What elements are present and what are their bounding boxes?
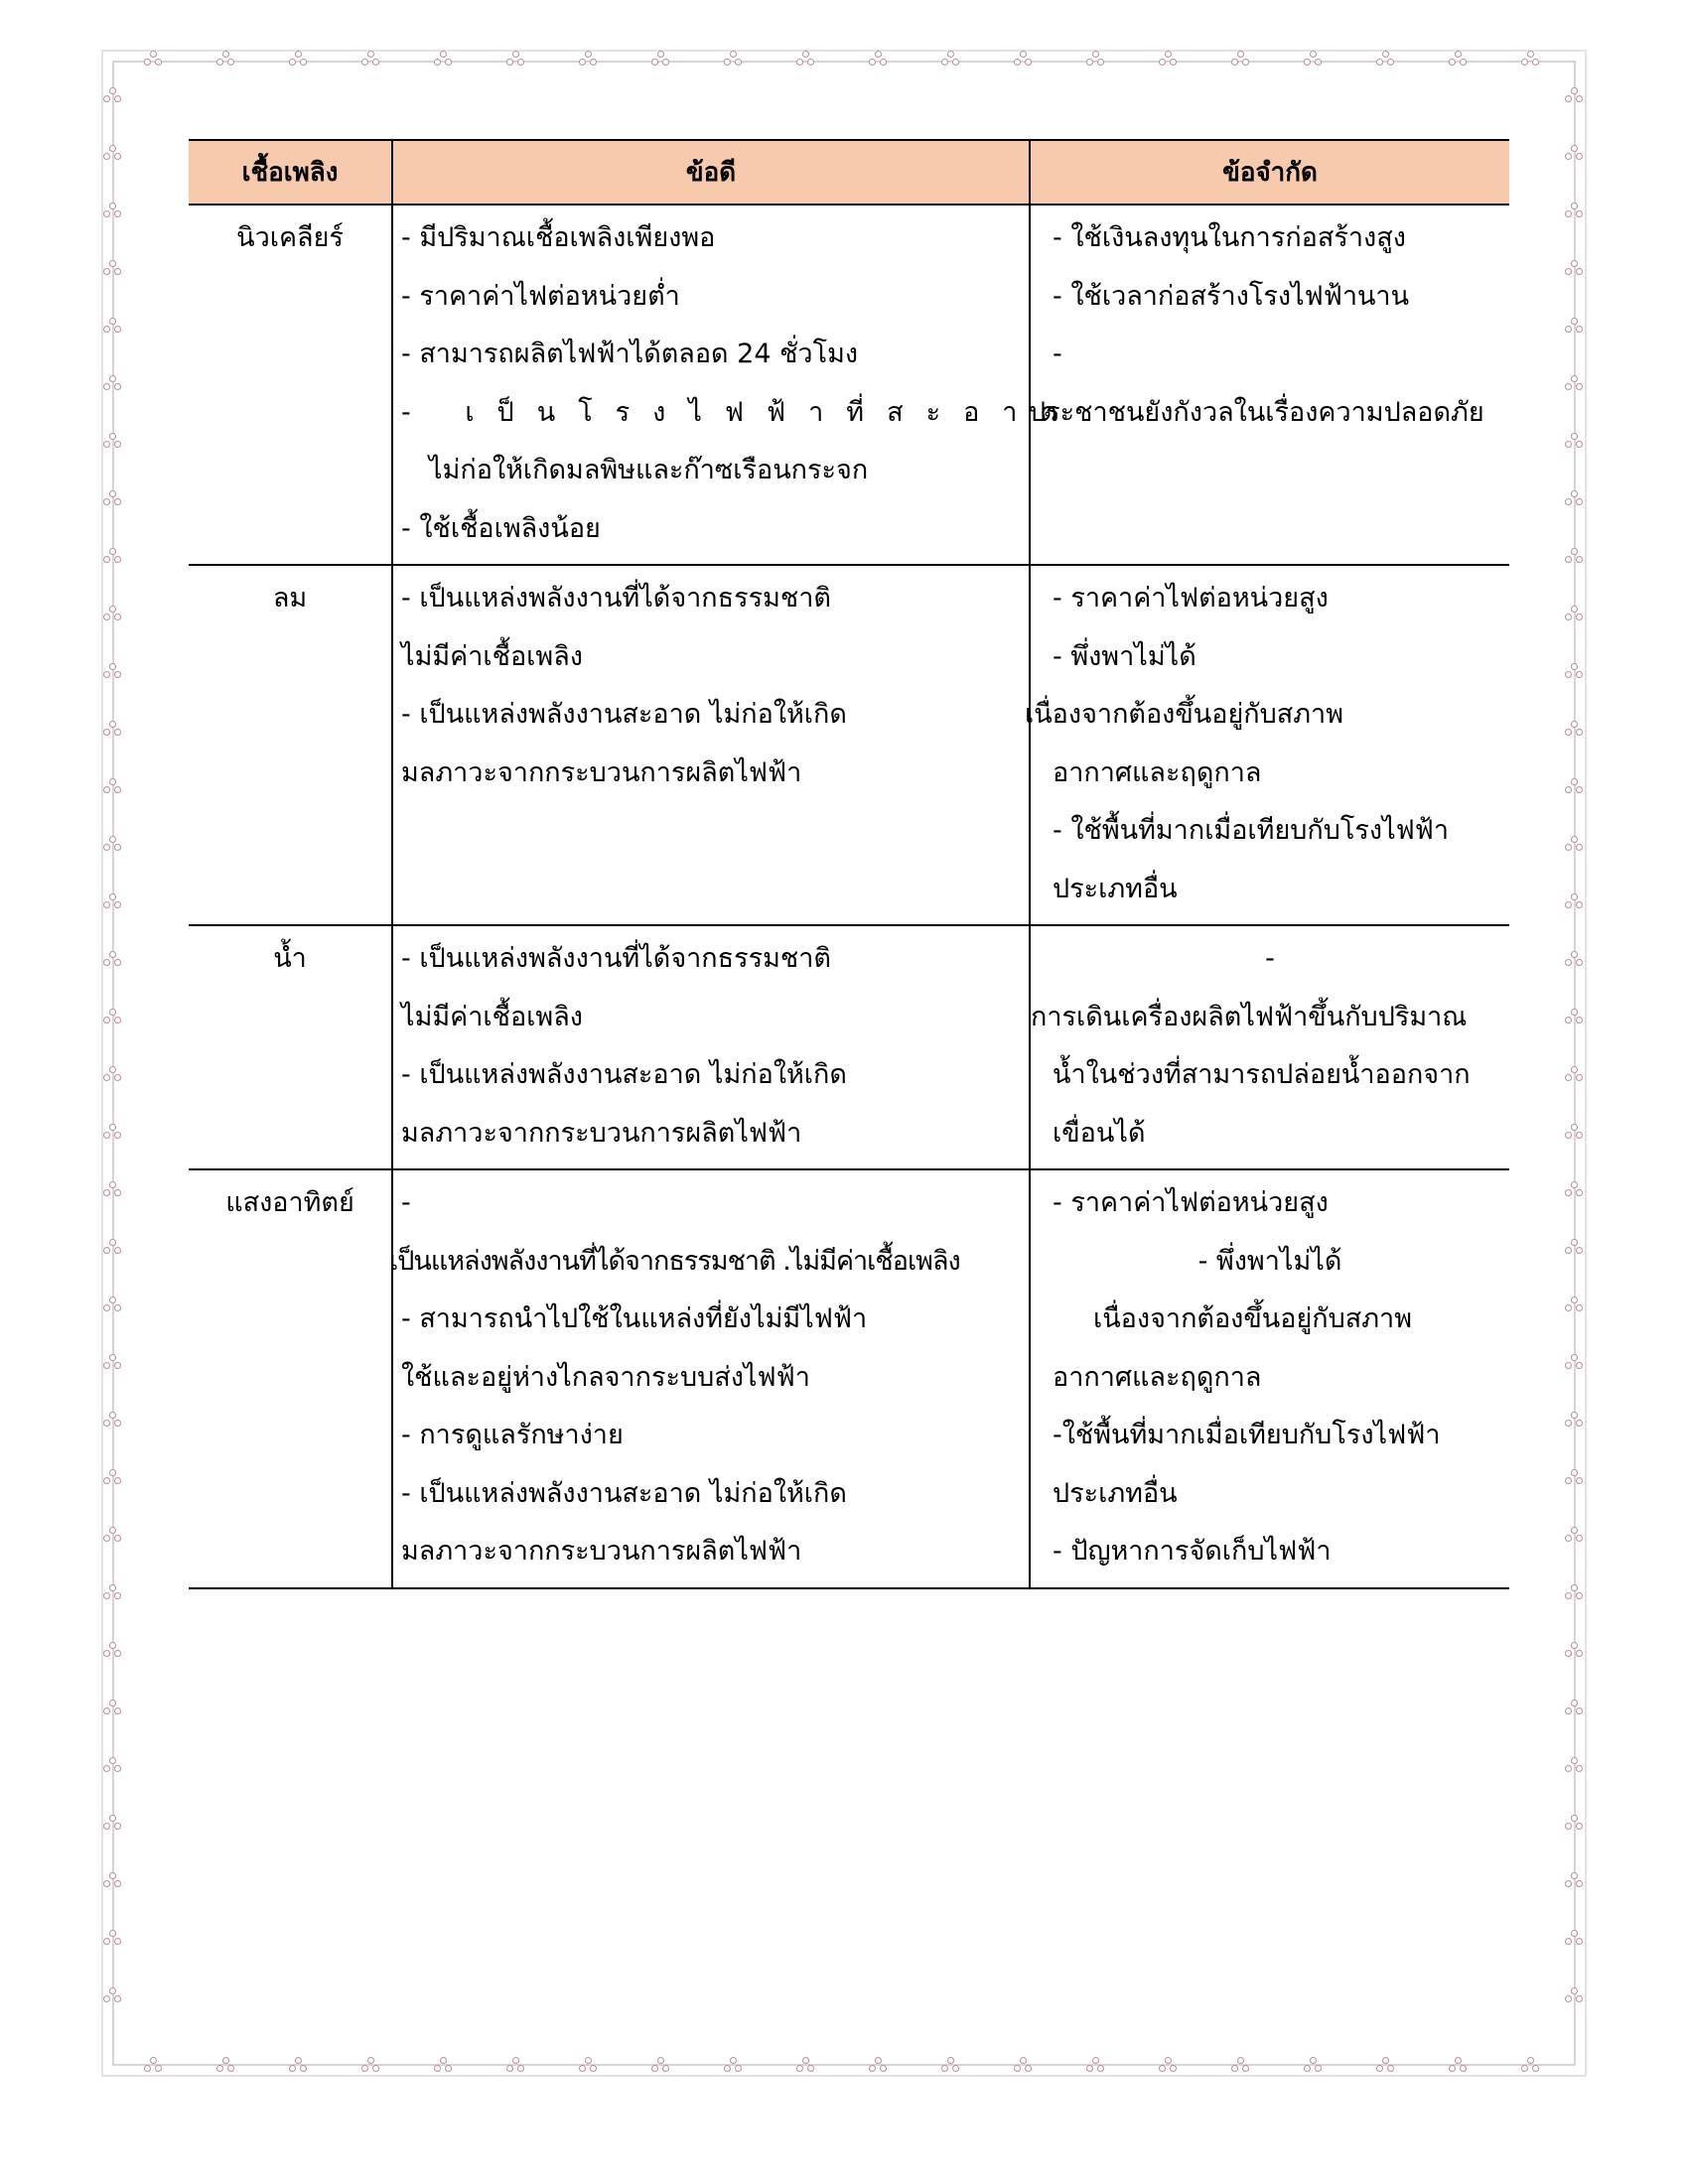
border-flower-icon [1565,1469,1585,1485]
advantage-line: ไม่มีค่าเชื้อเพลิง [401,640,583,672]
border-flower-icon [1565,87,1585,103]
border-flower-icon [103,1527,123,1543]
advantage-line: - เป็นแหล่งพลังงานสะอาด ไม่ก่อให้เกิด [401,1059,847,1090]
border-flower-icon [869,51,889,67]
border-flower-icon [941,2057,961,2073]
border-flower-icon [103,1930,123,1946]
fuel-name: แสงอาทิตย์ [225,1187,354,1218]
border-flower-icon [1565,1354,1585,1370]
border-flower-icon [103,1872,123,1888]
border-flower-icon [579,2057,599,2073]
border-flower-icon [144,51,164,67]
border-flower-icon [1565,548,1585,564]
advantage-line: - มีปริมาณเชื้อเพลิงเพียงพอ [401,222,716,253]
header-limitations: ข้อจำกัด [1030,140,1509,205]
limitation-line: - พึ่งพาไม่ได้ [1053,640,1196,672]
border-flower-icon [1565,1757,1585,1773]
border-flower-icon [724,51,744,67]
border-flower-icon [1086,2057,1106,2073]
energy-comparison-table [189,139,1509,1589]
border-flower-icon [103,1354,123,1370]
limitation-line: - ใช้พื้นที่มากเมื่อเทียบกับโรงไฟฟ้า [1053,815,1450,846]
border-flower-icon [1231,2057,1251,2073]
border-flower-icon [796,2057,816,2073]
limitation-line: - [1053,339,1062,369]
advantage-line: - เป็นแหล่งพลังงานสะอาด ไม่ก่อให้เกิด [401,1477,847,1509]
border-flower-icon [103,1239,123,1255]
border-flower-icon [796,51,816,67]
table-row [189,1169,1509,1588]
border-flower-icon [1159,51,1179,67]
border-flower-icon [506,2057,526,2073]
border-flower-icon [216,51,236,67]
advantage-line: - สามารถผลิตไฟฟ้าได้ตลอด 24 ชั่วโมง [401,339,859,369]
border-flower-icon [144,2057,164,2073]
border-flower-icon [579,51,599,67]
border-flower-icon [1565,1009,1585,1024]
limitation-line: ประเภทอื่น [1053,873,1178,904]
table-row [189,205,1509,565]
border-flower-icon [1565,1642,1585,1658]
fuel-cell [189,1169,392,1588]
border-flower-icon [103,836,123,852]
border-flower-icon [1304,51,1324,67]
fuel-name: ลม [272,583,308,614]
border-flower-icon [103,778,123,794]
border-flower-icon [434,2057,454,2073]
border-flower-icon [1565,1412,1585,1428]
border-flower-icon [103,145,123,161]
border-flower-icon [1565,203,1585,218]
border-flower-icon [103,893,123,909]
limitation-line: เขื่อนได้ [1053,1117,1146,1149]
border-flower-icon [103,663,123,679]
border-flower-icon [1565,1700,1585,1715]
advantage-line: ไม่มีค่าเชื้อเพลิง [401,1001,583,1032]
border-flower-icon [1449,2057,1469,2073]
limitation-line: ประเภทอื่น [1053,1477,1178,1509]
limitation-line: อากาศและฤดูกาล [1053,756,1262,788]
limitation-line: - ใช้เวลาก่อสร้างโรงไฟฟ้านาน [1053,280,1410,312]
border-flower-icon [941,51,961,67]
advantages-cell [392,925,1030,1169]
border-flower-icon [724,2057,744,2073]
border-flower-icon [434,51,454,67]
advantage-line: - [401,1187,411,1218]
border-flower-icon [103,318,123,334]
border-flower-icon [103,490,123,506]
border-flower-icon [1449,51,1469,67]
border-flower-icon [1565,1297,1585,1312]
border-flower-icon [103,606,123,621]
border-flower-icon [103,1009,123,1024]
border-flower-icon [1014,51,1034,67]
limitations-cell [1030,205,1509,565]
limitation-line: - ราคาค่าไฟต่อหน่วยสูง [1053,1187,1329,1218]
border-flower-icon [103,1412,123,1428]
border-flower-icon [103,951,123,967]
border-flower-icon [103,1124,123,1140]
border-flower-icon [1521,2057,1541,2073]
limitations-cell [1030,1169,1509,1588]
border-flower-icon [1565,318,1585,334]
border-flower-icon [103,1987,123,2003]
border-flower-icon [103,433,123,449]
border-flower-icon [1159,2057,1179,2073]
fuel-name: นิวเคลียร์ [236,222,344,253]
advantage-line: เป็นแหล่งพลังงานที่ได้จากธรรมชาติ .ไม่มีค่าเชื้อเพลิง [389,1245,960,1277]
border-flower-icon [1565,721,1585,737]
border-flower-icon [103,1642,123,1658]
limitation-line: - พึ่งพาไม่ได้ [1197,1245,1342,1277]
advantage-line: มลภาวะจากกระบวนการผลิตไฟฟ้า [401,1117,802,1149]
advantage-line: มลภาวะจากกระบวนการผลิตไฟฟ้า [401,756,802,788]
border-flower-icon [103,260,123,276]
border-flower-icon [216,2057,236,2073]
advantage-line: มลภาวะจากกระบวนการผลิตไฟฟ้า [401,1536,802,1567]
limitation-line: - [1265,943,1275,974]
border-flower-icon [1565,375,1585,391]
border-flower-icon [1565,433,1585,449]
limitation-line: -ใช้พื้นที่มากเมื่อเทียบกับโรงไฟฟ้า [1053,1420,1441,1450]
border-flower-icon [1565,1124,1585,1140]
border-flower-icon [103,1469,123,1485]
limitation-line: เนื่องจากต้องขึ้นอยู่กับสภาพ [1093,1303,1413,1334]
border-flower-icon [103,1066,123,1082]
border-flower-icon [506,51,526,67]
advantage-line: - สามารถนำไปใช้ในแหล่งที่ยังไม่มีไฟฟ้า [401,1303,868,1334]
border-flower-icon [1565,893,1585,909]
limitation-line: ประชาชนยังกังวลในเรื่องความปลอดภัย [1029,396,1484,428]
border-flower-icon [103,203,123,218]
limitation-line: - ใช้เงินลงทุนในการก่อสร้างสูง [1053,222,1406,253]
limitation-line: น้ำในช่วงที่สามารถปล่อยน้ำออกจาก [1053,1059,1471,1090]
advantage-line: - ราคาค่าไฟต่อหน่วยต่ำ [401,280,680,312]
border-flower-icon [103,721,123,737]
advantage-line: - เป็นแหล่งพลังงานที่ได้จากธรรมชาติ [401,583,831,614]
border-flower-icon [1376,51,1396,67]
advantage-line: - เป็นแหล่งพลังงานที่ได้จากธรรมชาติ [401,943,831,974]
table-row [189,565,1509,925]
fuel-cell [189,925,392,1169]
border-flower-icon [1565,1930,1585,1946]
advantages-cell [389,1169,1030,1588]
border-flower-icon [1521,51,1541,67]
border-flower-icon [1565,145,1585,161]
border-flower-icon [1565,1584,1585,1600]
border-flower-icon [1086,51,1106,67]
fuel-cell [189,565,392,925]
advantage-line: - การดูแลรักษาง่าย [401,1420,624,1450]
table-row [189,925,1509,1169]
border-flower-icon [103,548,123,564]
border-flower-icon [103,1815,123,1831]
limitations-cell [1030,925,1509,1169]
advantage-line: - เป็นแหล่งพลังงานสะอาด ไม่ก่อให้เกิด [401,699,847,730]
border-flower-icon [103,1584,123,1600]
limitation-line: - ราคาค่าไฟต่อหน่วยสูง [1053,583,1329,614]
border-flower-icon [1565,606,1585,621]
border-flower-icon [1565,1987,1585,2003]
border-flower-icon [1565,951,1585,967]
border-flower-icon [1565,1872,1585,1888]
border-flower-icon [361,2057,381,2073]
border-flower-icon [103,1181,123,1197]
border-flower-icon [651,51,671,67]
border-flower-icon [651,2057,671,2073]
border-flower-icon [361,51,381,67]
border-flower-icon [1231,51,1251,67]
fuel-name: น้ำ [273,943,307,974]
border-flower-icon [103,375,123,391]
advantage-line: ใช้และอยู่ห่างไกลจากระบบส่งไฟฟ้า [401,1361,810,1393]
border-flower-icon [1565,1066,1585,1082]
border-flower-icon [103,87,123,103]
advantages-cell [392,565,1030,925]
border-flower-icon [1565,663,1585,679]
border-flower-icon [1565,1181,1585,1197]
border-flower-icon [103,1757,123,1773]
border-flower-icon [1565,490,1585,506]
border-flower-icon [1565,1239,1585,1255]
border-flower-icon [1376,2057,1396,2073]
limitation-line: - ปัญหาการจัดเก็บไฟฟ้า [1053,1536,1332,1567]
limitation-line: อากาศและฤดูกาล [1053,1361,1262,1393]
table-header-row [189,140,1509,205]
limitation-line: เนื่องจากต้องขึ้นอยู่กับสภาพ [1025,699,1344,730]
border-flower-icon [1014,2057,1034,2073]
border-flower-icon [1565,836,1585,852]
limitation-line: การเดินเครื่องผลิตไฟฟ้าขึ้นกับปริมาณ [1031,1001,1468,1032]
limitations-cell [1025,565,1509,925]
border-flower-icon [1565,778,1585,794]
border-flower-icon [289,51,309,67]
advantages-cell [392,205,1080,565]
border-flower-icon [1565,1815,1585,1831]
border-flower-icon [289,2057,309,2073]
border-flower-icon [1565,1527,1585,1543]
border-flower-icon [1565,260,1585,276]
border-flower-icon [103,1700,123,1715]
border-flower-icon [103,1297,123,1312]
fuel-cell [189,205,392,565]
header-fuel: เชื้อเพลิง [189,140,392,205]
advantage-line: - ใช้เชื้อเพลิงน้อย [401,512,601,544]
border-flower-icon [869,2057,889,2073]
border-flower-icon [1304,2057,1324,2073]
advantage-line: ไม่ก่อให้เกิดมลพิษและก๊าซเรือนกระจก [429,455,869,485]
advantage-line: - เป็นโรงไฟฟ้าที่สะอาด [401,396,1080,428]
header-advantages: ข้อดี [392,140,1030,205]
